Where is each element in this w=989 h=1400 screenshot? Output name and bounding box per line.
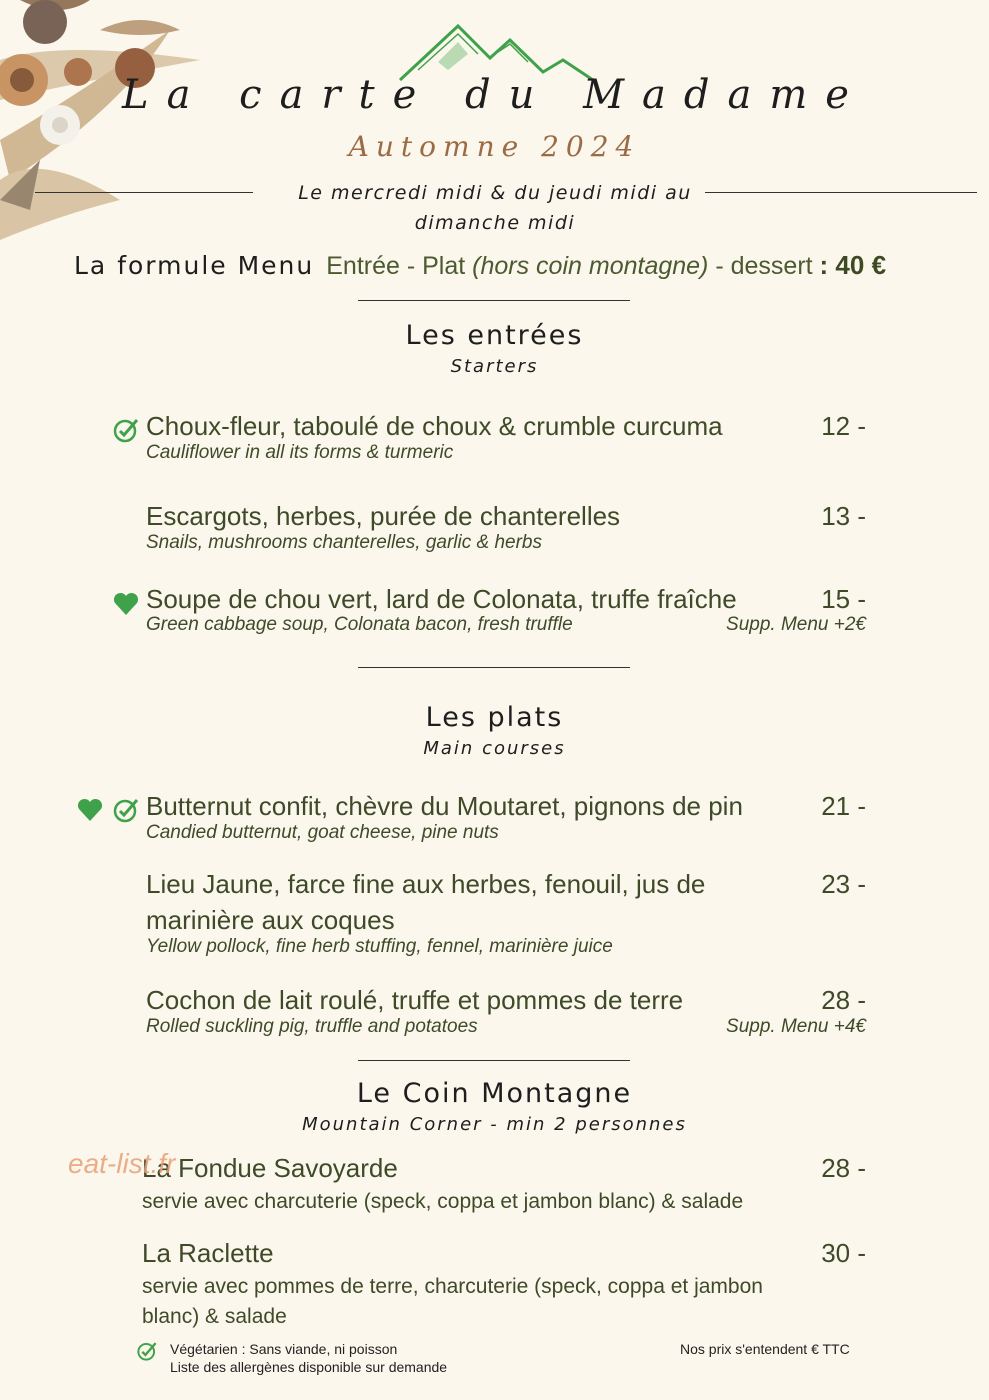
menu-supplement: Supp. Menu +2€ — [726, 614, 866, 635]
check-leaf-icon — [136, 1340, 158, 1362]
page-title: La carte du Madame — [122, 72, 867, 118]
dish-price: 28 - — [821, 985, 866, 1015]
dish-price: 15 - — [821, 584, 866, 614]
divider — [358, 667, 630, 668]
section-subtitle-mains: Main courses — [423, 738, 566, 759]
prices-note: Nos prix s'entendent € TTC — [680, 1341, 850, 1357]
dish-price: 30 - — [821, 1238, 866, 1268]
check-leaf-icon — [112, 796, 140, 824]
section-title-mountain: Le Coin Montagne — [356, 1078, 633, 1109]
dish-price: 21 - — [821, 791, 866, 821]
vegetarian-note: Végétarien : Sans viande, ni poisson — [170, 1341, 398, 1357]
check-leaf-icon — [112, 416, 140, 444]
dish-description: servie avec pommes de terre, charcuterie (speck, coppa et jambon blanc) & salade — [142, 1275, 763, 1328]
dish-name: Butternut confit, chèvre du Moutaret, pignons de pin — [146, 791, 743, 821]
menu-formula: La formule Menu Entrée - Plat (hors coin montagne) - dessert : 40 € — [74, 250, 887, 280]
dish-english: Snails, mushrooms chanterelles, garlic & herbs — [146, 532, 543, 553]
dish-name: Cochon de lait roulé, truffe et pommes de terre — [146, 985, 684, 1015]
divider — [705, 192, 977, 193]
dried-flowers-icon — [0, 0, 210, 245]
divider — [35, 192, 253, 193]
season-label: Automne 2024 — [348, 130, 641, 163]
menu-supplement: Supp. Menu +4€ — [726, 1016, 866, 1037]
formula-price: : 40 € — [819, 250, 887, 280]
formula-label: La formule Menu — [74, 251, 315, 280]
section-subtitle-starters: Starters — [450, 356, 539, 377]
dish-name: Lieu Jaune, farce fine aux herbes, fenouil, jus de marinière aux coques — [146, 869, 706, 935]
divider — [358, 300, 630, 301]
dish-price: 28 - — [821, 1153, 866, 1183]
dish-english: Yellow pollock, fine herb stuffing, fennel, marinière juice — [146, 936, 613, 957]
dish-english: Green cabbage soup, Colonata bacon, fresh truffle — [146, 614, 573, 635]
divider — [358, 1060, 630, 1061]
section-subtitle-mountain: Mountain Corner - min 2 personnes — [302, 1114, 687, 1135]
dish-price: 13 - — [821, 501, 866, 531]
dish-name: Escargots, herbes, purée de chanterelles — [146, 501, 621, 531]
dish-name: Choux-fleur, taboulé de choux & crumble curcuma — [146, 411, 723, 441]
heart-icon — [76, 796, 104, 824]
dish-description: servie avec charcuterie (speck, coppa et jambon blanc) & salade — [142, 1190, 744, 1213]
section-title-mains: Les plats — [425, 702, 564, 733]
heart-icon — [112, 590, 140, 618]
opening-days: Le mercredi midi & du jeudi midi au dimanche midi — [298, 182, 692, 234]
dish-price: 23 - — [821, 869, 866, 899]
dish-name: La Fondue Savoyarde — [142, 1153, 398, 1183]
dish-name: La Raclette — [142, 1238, 274, 1268]
dish-name: Soupe de chou vert, lard de Colonata, truffe fraîche — [146, 584, 737, 614]
dish-english: Rolled suckling pig, truffle and potatoes — [146, 1016, 478, 1037]
watermark: eat-list.fr — [68, 1148, 176, 1179]
section-title-starters: Les entrées — [405, 320, 584, 351]
allergens-note: Liste des allergènes disponible sur demande — [170, 1359, 448, 1375]
dish-english: Cauliflower in all its forms & turmeric — [146, 442, 454, 463]
dish-english: Candied butternut, goat cheese, pine nuts — [146, 822, 499, 843]
dish-price: 12 - — [821, 411, 866, 441]
